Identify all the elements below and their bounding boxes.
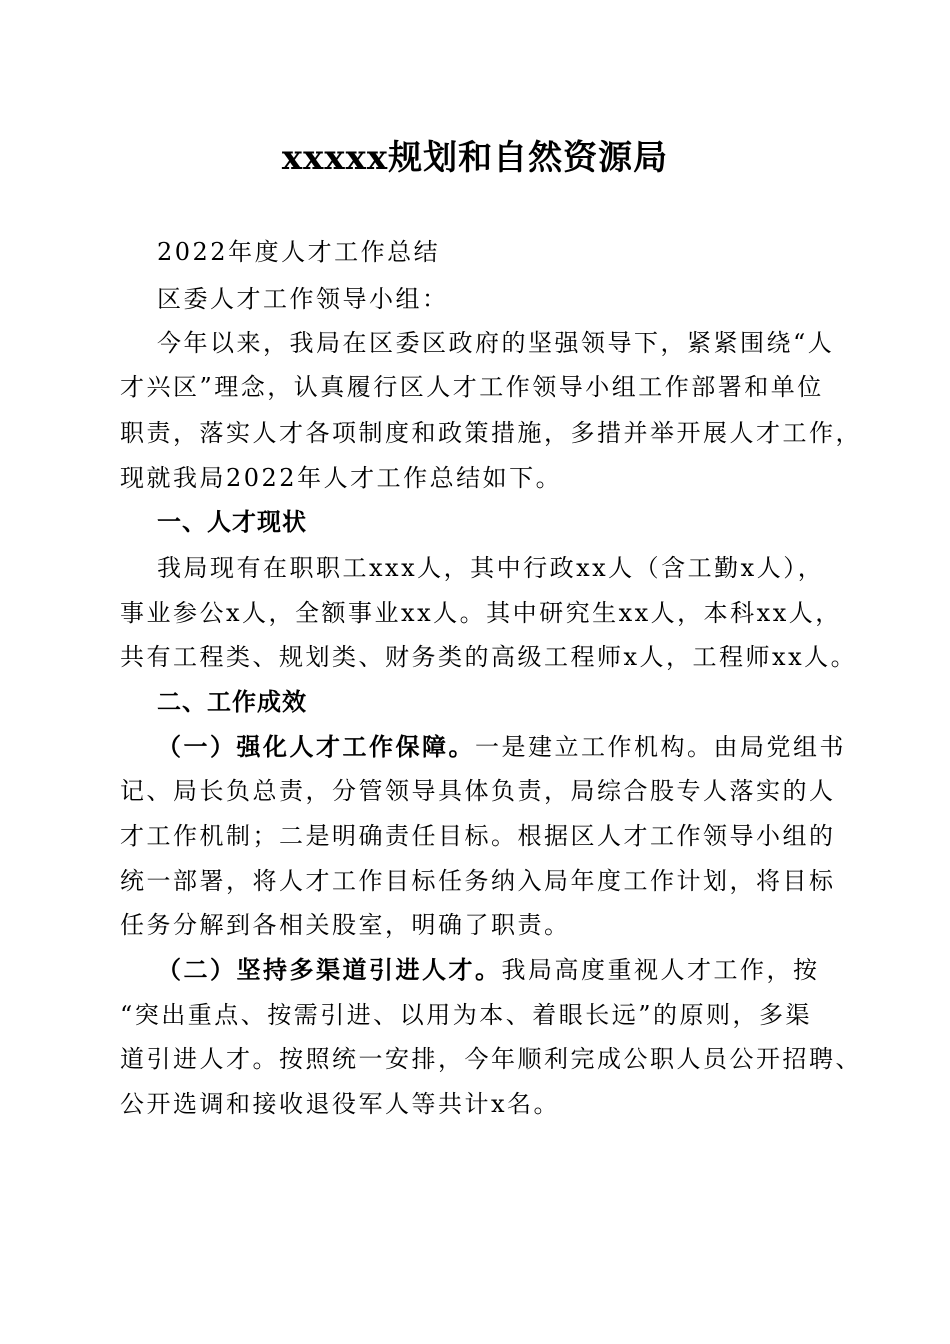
intro-line-3: 职责，落实人才各项制度和政策措施，多措并举开展人才工作， <box>120 419 862 447</box>
document-subtitle: 2022年度人才工作总结 <box>157 238 441 266</box>
section-heading-2: 二、工作成效 <box>157 688 307 716</box>
sub1-line-1 <box>157 724 846 770</box>
sub1-first-rest: 一是建立工作机构。由局党组书 <box>475 733 846 761</box>
sub2-title: （二）坚持多渠道引进人才。 <box>157 955 502 984</box>
intro-line-2: 才兴区”理念，认真履行区人才工作领导小组工作部署和单位 <box>120 373 824 401</box>
addressee: 区委人才工作领导小组： <box>157 285 449 313</box>
sub2-line-3: 道引进人才。按照统一安排，今年顺利完成公职人员公开招聘、 <box>120 1045 862 1073</box>
sub2-line-1 <box>157 947 840 993</box>
sub1-line-2: 记、局长负总责，分管领导具体负责，局综合股专人落实的人 <box>120 777 836 805</box>
sub1-line-3: 才工作机制；二是明确责任目标。根据区人才工作领导小组的 <box>120 822 836 850</box>
intro-line-4: 现就我局2022年人才工作总结如下。 <box>120 464 563 492</box>
section1-line-2: 事业参公x人，全额事业xx人。其中研究生xx人，本科xx人， <box>120 599 842 627</box>
section-heading-1: 一、人才现状 <box>157 508 307 536</box>
sub1-line-4: 统一部署，将人才工作目标任务纳入局年度工作计划，将目标 <box>120 867 836 895</box>
sub2-first-rest: 我局高度重视人才工作，按 <box>501 956 820 984</box>
sub2-line-4: 公开选调和接收退役军人等共计x名。 <box>120 1090 561 1118</box>
sub2-line-2: “突出重点、按需引进、以用为本、着眼长远”的原则，多渠 <box>120 1001 813 1029</box>
section1-line-3: 共有工程类、规划类、财务类的高级工程师x人，工程师xx人。 <box>120 643 858 671</box>
section1-line-1: 我局现有在职职工xxx人，其中行政xx人（含工勤x人）， <box>157 554 825 582</box>
intro-line-1: 今年以来，我局在区委区政府的坚强领导下，紧紧围绕“人 <box>157 329 835 357</box>
document-title: xxxxx规划和自然资源局 <box>281 138 669 178</box>
sub1-line-5: 任务分解到各相关股室，明确了职责。 <box>120 911 571 939</box>
sub1-title: （一）强化人才工作保障。 <box>157 732 475 761</box>
